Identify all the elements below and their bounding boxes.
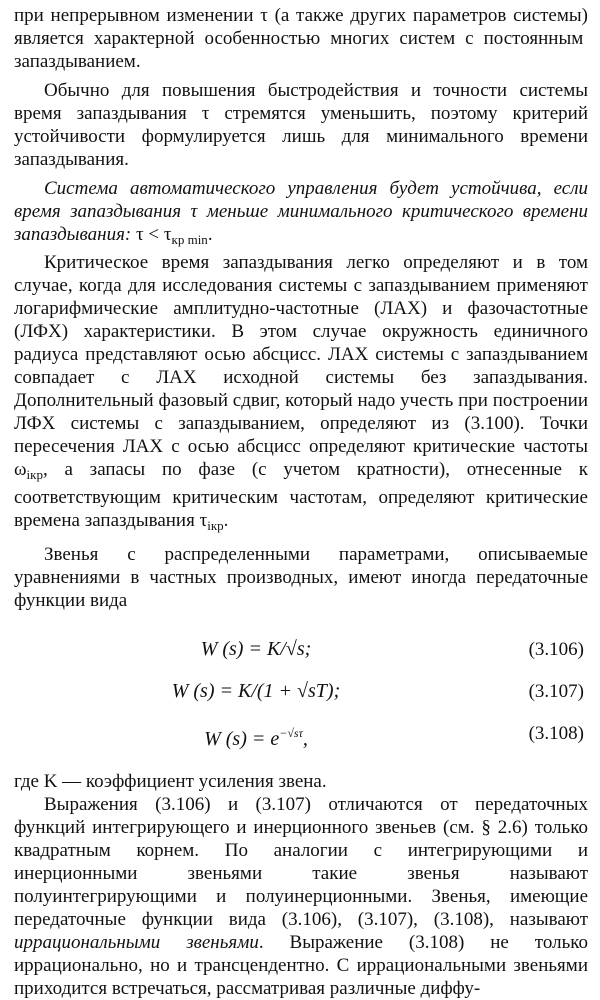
formula-3-107 (14, 674, 588, 716)
paragraph-5: Звенья с распределенными параметрами, описываемые уравнениями в частных производных, имеют иногда передаточные функции вида (14, 544, 588, 611)
formula-expression: W (s) = K/√s; (200, 638, 312, 660)
formula-3-108 (14, 716, 588, 758)
paragraph-1: при непрерывном изменении τ (а также других параметров системы) является характерной особенностью многих систем с постоянным запаздыванием. (14, 5, 588, 72)
formula-3-106 (14, 632, 588, 674)
stability-criterion-paragraph: Система автоматического управления будет устойчива, если время запаздывания τ меньше минимального критического времени запаздывания: $\tau < \tau_{кр min}$. (14, 178, 588, 247)
formula-number: (3.106) (528, 639, 584, 660)
paragraph-7: Выражения (3.106) и (3.107) отличаются от передаточных функций интегрирующего и инерционного звеньев (см. § 2.6) только квадратным корнем. По аналогии с интегрирующими и инерционными звеньями такие звенья называют полуинтегрирующими и полуинерционными. Звенья, имеющие передаточные функции вида (3.106), (3.107), (3.108), называют иррациональными звеньями. Выражение (3.108) не только иррационально, но и трансцендентно. С иррациональными звеньями приходится встречаться, рассматривая различные диффу- (14, 794, 589, 999)
paragraph-4: Критическое время запаздывания легко определяют и в том случае, когда для исследования системы с запаздыванием применяют логарифмические амплитудно-частотные (ЛАХ) и фазочастотные (ЛФХ) характеристики. В этом случае окружность единичного радиуса представляют осью абсцисс. ЛАХ системы с запаздыванием совпадает с ЛАХ исходной системы без запаздывания. Дополнительный фазовый сдвиг, который надо учесть при построении ЛФХ системы с запаздыванием, определяют из (3.100). Точки пересечения ЛАХ с осью абсцисс определяют критические частоты $\omega_{iкр}$, а запасы по фазе (с учетом кратности), отнесенные к соответствующим критическим частотам, определяют критические времена запаздывания $\tau_{iкр}$. (14, 252, 588, 533)
formula-expression: W (s) = K/(1 + √sT); (171, 680, 341, 702)
paragraph-2: Обычно для повышения быстродействия и точности системы время запаздывания τ стремятся уменьшить, поэтому критерий устойчивости формулируется лишь для минимального времени запаздывания. (14, 80, 588, 170)
formula-expression: W $(s) = e^{-√s\tau}$, (204, 726, 308, 750)
paragraph-6: где K — коэффициент усиления звена. (14, 771, 327, 792)
formula-number: (3.108) (528, 723, 584, 744)
formula-block (14, 632, 588, 758)
formula-number: (3.107) (528, 681, 584, 702)
